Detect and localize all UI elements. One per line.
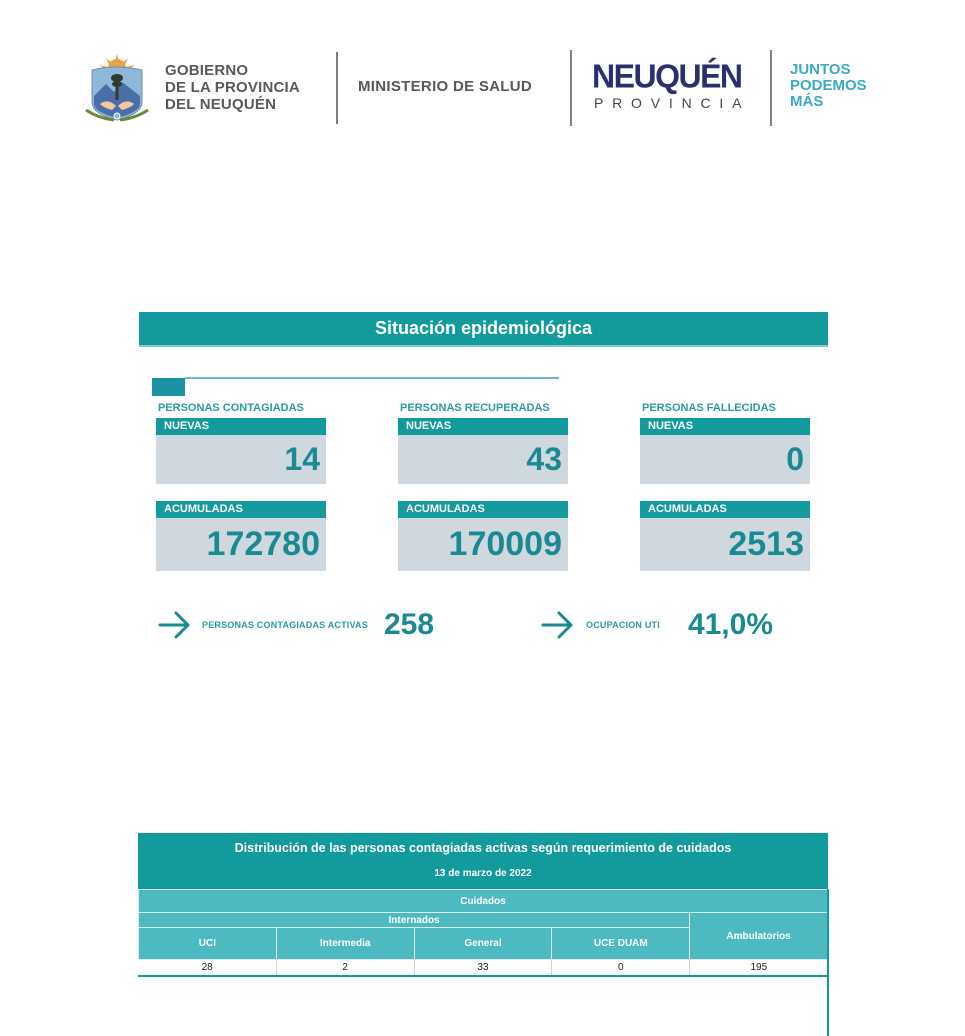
distribution-date: 13 de marzo de 2022 bbox=[434, 868, 532, 879]
internados-header: Internados bbox=[139, 913, 690, 928]
card-nuevas bbox=[156, 418, 326, 484]
group-title: PERSONAS CONTAGIADAS bbox=[158, 402, 304, 414]
card-label: NUEVAS bbox=[640, 418, 810, 435]
kpi-value: 258 bbox=[383, 608, 435, 641]
table-row bbox=[139, 960, 828, 976]
kpi-active-cases bbox=[158, 608, 434, 642]
brand-logo-text: NEUQUÉN bbox=[592, 57, 742, 95]
card-nuevas bbox=[640, 418, 810, 484]
card-nuevas bbox=[398, 418, 568, 484]
kpi-label: PERSONAS CONTAGIADAS ACTIVAS bbox=[202, 620, 368, 630]
card-value: 172780 bbox=[206, 525, 320, 563]
card-value: 0 bbox=[786, 441, 804, 477]
value-uci: 28 bbox=[139, 960, 277, 976]
group-title: PERSONAS RECUPERADAS bbox=[400, 402, 550, 414]
table-bottom-border bbox=[138, 975, 828, 977]
card-label: ACUMULADAS bbox=[156, 501, 326, 518]
card-value: 170009 bbox=[448, 525, 562, 563]
ambulatorios-header: Ambulatorios bbox=[690, 913, 828, 960]
table-right-border bbox=[827, 889, 829, 1036]
header-divider bbox=[570, 50, 572, 126]
group-title: PERSONAS FALLECIDAS bbox=[642, 402, 776, 414]
slogan-line: MÁS bbox=[790, 93, 824, 110]
card-label: ACUMULADAS bbox=[640, 501, 810, 518]
header-divider bbox=[770, 50, 772, 126]
decorative-line bbox=[185, 377, 559, 379]
slogan-line: PODEMOS bbox=[790, 77, 867, 94]
government-line: GOBIERNO bbox=[165, 62, 249, 79]
provincial-crest-icon bbox=[84, 52, 150, 124]
distribution-title: Distribución de las personas contagiadas activas según requerimiento de cuidados bbox=[234, 841, 732, 855]
kpi-uti-occupancy bbox=[541, 608, 773, 642]
page-header bbox=[0, 0, 965, 150]
situation-title: Situación epidemiológica bbox=[374, 318, 593, 338]
cuidados-header: Cuidados bbox=[139, 890, 828, 913]
header-divider bbox=[336, 52, 338, 124]
distribution-table bbox=[138, 833, 828, 977]
government-name bbox=[165, 62, 300, 113]
column-header-intermedia: Intermedia bbox=[276, 928, 414, 960]
government-line: DEL NEUQUÉN bbox=[165, 96, 277, 113]
value-uce-duam: 0 bbox=[552, 960, 690, 976]
arrow-right-icon bbox=[158, 610, 192, 640]
kpi-label: OCUPACION UTI bbox=[586, 620, 660, 630]
card-value: 2513 bbox=[728, 525, 804, 563]
card-acumuladas bbox=[156, 501, 326, 571]
card-value: 43 bbox=[526, 441, 562, 477]
arrow-right-icon bbox=[541, 610, 575, 640]
slogan-line: JUNTOS bbox=[790, 61, 851, 78]
situation-title-bar bbox=[139, 312, 828, 347]
care-table bbox=[138, 889, 828, 975]
card-acumuladas bbox=[398, 501, 568, 571]
slogan bbox=[790, 62, 867, 110]
distribution-header bbox=[138, 833, 828, 889]
value-ambulatorios: 195 bbox=[690, 960, 828, 976]
card-label: NUEVAS bbox=[398, 418, 568, 435]
table-row bbox=[139, 913, 828, 928]
card-value: 14 bbox=[284, 441, 320, 477]
card-acumuladas bbox=[640, 501, 810, 571]
kpi-value: 41,0% bbox=[687, 608, 774, 641]
column-header-general: General bbox=[414, 928, 552, 960]
government-line: DE LA PROVINCIA bbox=[165, 79, 300, 96]
card-label: ACUMULADAS bbox=[398, 501, 568, 518]
ministry-name: MINISTERIO DE SALUD bbox=[358, 78, 533, 95]
decorative-square bbox=[152, 378, 185, 396]
brand-subtitle: PROVINCIA bbox=[594, 95, 751, 111]
value-intermedia: 2 bbox=[276, 960, 414, 976]
table-row bbox=[139, 890, 828, 913]
value-general: 33 bbox=[414, 960, 552, 976]
column-header-uci: UCI bbox=[139, 928, 277, 960]
card-label: NUEVAS bbox=[156, 418, 326, 435]
column-header-uce-duam: UCE DUAM bbox=[552, 928, 690, 960]
